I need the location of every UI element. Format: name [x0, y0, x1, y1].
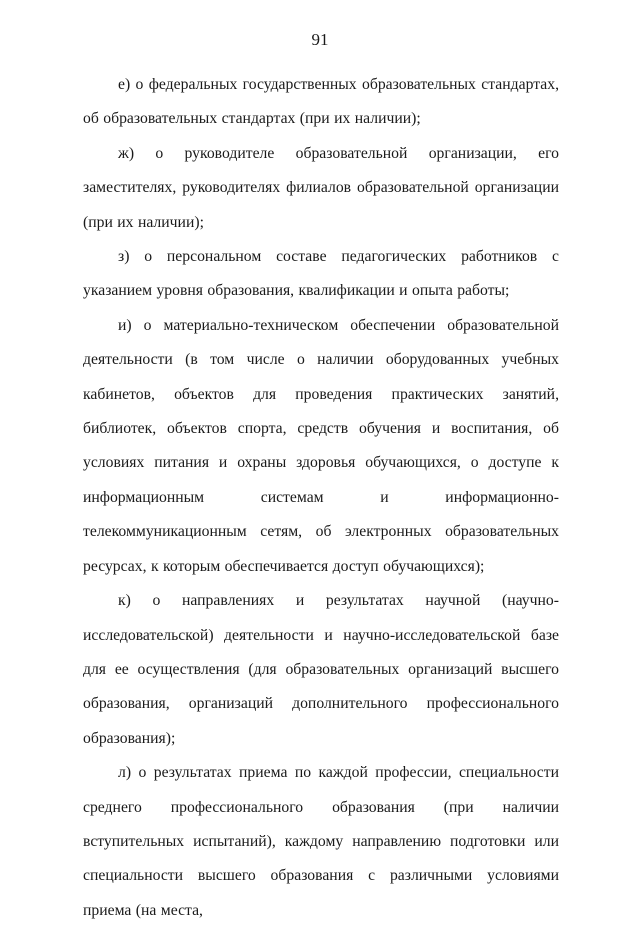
list-marker: и) — [118, 316, 132, 334]
paragraph-k — [83, 584, 559, 756]
paragraph-z — [83, 240, 559, 309]
list-marker: л) — [118, 764, 132, 782]
paragraph-text: о руководителе образовательной организации, его заместителях, руководителях филиалов образовательной организации (при их наличии); — [83, 144, 559, 231]
paragraph-zh — [83, 137, 559, 240]
paragraph-i — [83, 309, 559, 584]
paragraph-text: о направлениях и результатах научной (научно-исследовательской) деятельности и научно-исследовательской базе для ее осуществления (для образовательных организаций высшего образования, организаций дополнительного профессионального образования); — [83, 592, 559, 747]
paragraph-text: о персональном составе педагогических работников с указанием уровня образования, квалификации и опыта работы; — [83, 248, 560, 300]
list-marker: ж) — [118, 144, 135, 162]
document-body — [83, 68, 559, 928]
paragraph-l — [83, 756, 559, 928]
paragraph-text: о материально-техническом обеспечении образовательной деятельности (в том числе о наличии оборудованных учебных кабинетов, объектов для проведения практических занятий, библиотек, объектов спорта, средств обучения и воспитания, об условиях питания и охраны здоровья обучающихся, о доступе к информационным системам и информационно-телекоммуникационным сетям, об электронных образовательных ресурсах, к которым обеспечивается доступ обучающихся); — [83, 316, 560, 575]
list-marker: з) — [118, 248, 130, 266]
list-marker: к) — [118, 592, 131, 610]
page-number: 91 — [311, 30, 329, 49]
paragraph-text: о результатах приема по каждой профессии, специальности среднего профессионального образования (при наличии вступительных испытаний), каждому направлению подготовки или специальности высшего образования с различными условиями приема (на места, — [83, 764, 559, 919]
paragraph-e — [83, 68, 559, 137]
list-marker: е) — [118, 76, 131, 93]
paragraph-text: о федеральных государственных образовательных стандартах, об образовательных стандартах (при их наличии); — [83, 76, 559, 128]
